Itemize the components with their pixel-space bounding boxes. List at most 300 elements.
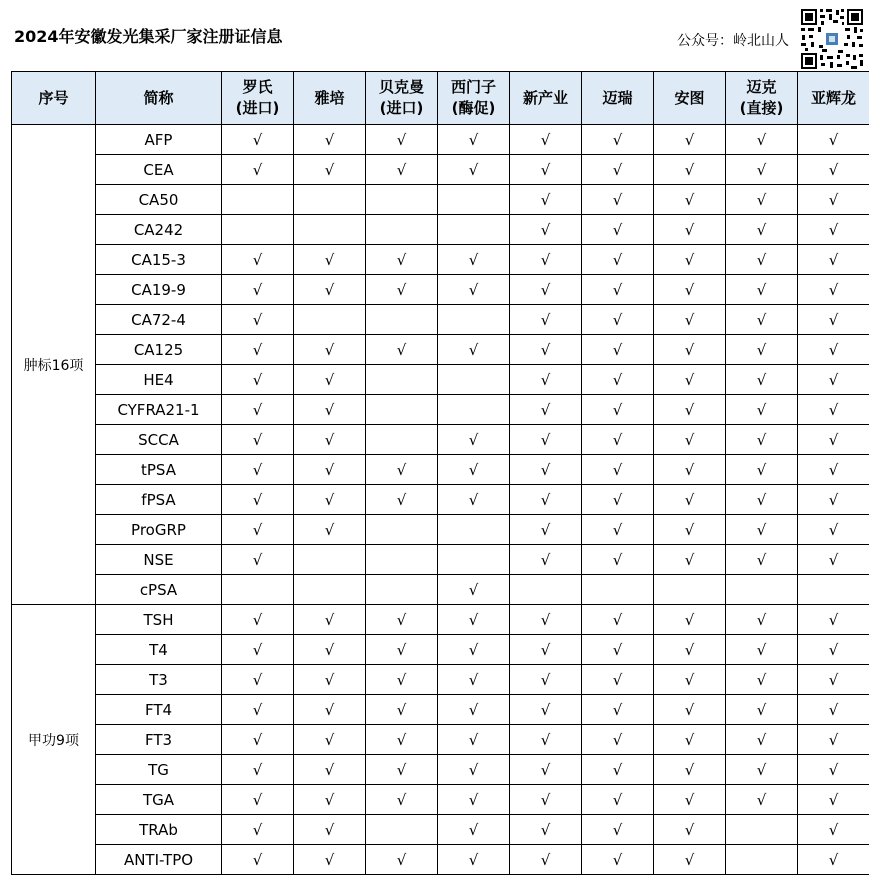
check-mark-cell: √ (654, 395, 726, 425)
table-row (12, 395, 869, 425)
check-mark-cell: √ (294, 275, 366, 305)
item-abbr: tPSA (96, 455, 222, 485)
table-row (12, 155, 869, 185)
vendor-name-line: (直接) (739, 99, 784, 117)
vendor-name-line: 西门子 (450, 78, 496, 96)
table-row (12, 575, 869, 605)
check-mark-cell: √ (222, 125, 294, 155)
check-mark-cell: √ (366, 245, 438, 275)
check-mark-cell: √ (582, 665, 654, 695)
table-row (12, 335, 869, 365)
empty-cell (726, 845, 798, 875)
check-mark-cell: √ (294, 845, 366, 875)
check-mark-cell: √ (510, 275, 582, 305)
check-mark-cell: √ (654, 365, 726, 395)
check-mark-cell: √ (510, 365, 582, 395)
empty-cell (438, 305, 510, 335)
check-mark-cell: √ (294, 665, 366, 695)
item-abbr: CA19-9 (96, 275, 222, 305)
empty-cell (294, 575, 366, 605)
check-mark-cell: √ (582, 215, 654, 245)
table-row (12, 455, 869, 485)
check-mark-cell: √ (438, 635, 510, 665)
check-mark-cell: √ (726, 755, 798, 785)
check-mark-cell: √ (438, 815, 510, 845)
check-mark-cell: √ (654, 695, 726, 725)
check-mark-cell: √ (654, 815, 726, 845)
column-header-index: 序号 (12, 72, 96, 125)
check-mark-cell: √ (510, 425, 582, 455)
check-mark-cell: √ (726, 305, 798, 335)
check-mark-cell: √ (798, 365, 869, 395)
check-mark-cell: √ (294, 155, 366, 185)
group-label: 肿标16项 (12, 125, 96, 605)
check-mark-cell: √ (294, 485, 366, 515)
check-mark-cell: √ (222, 665, 294, 695)
check-mark-cell: √ (726, 425, 798, 455)
vendor-name-line: (酶促) (451, 99, 496, 117)
check-mark-cell: √ (726, 155, 798, 185)
empty-cell (438, 515, 510, 545)
check-mark-cell: √ (438, 455, 510, 485)
check-mark-cell: √ (798, 785, 869, 815)
check-mark-cell: √ (222, 635, 294, 665)
check-mark-cell: √ (582, 125, 654, 155)
item-abbr: cPSA (96, 575, 222, 605)
check-mark-cell: √ (438, 695, 510, 725)
check-mark-cell: √ (294, 725, 366, 755)
check-mark-cell: √ (222, 695, 294, 725)
check-mark-cell: √ (366, 665, 438, 695)
vendor-name-line: 新产业 (522, 88, 568, 107)
empty-cell (726, 575, 798, 605)
check-mark-cell: √ (510, 815, 582, 845)
check-mark-cell: √ (582, 605, 654, 635)
check-mark-cell: √ (654, 485, 726, 515)
check-mark-cell: √ (726, 545, 798, 575)
check-mark-cell: √ (222, 725, 294, 755)
check-mark-cell: √ (366, 155, 438, 185)
check-mark-cell: √ (294, 365, 366, 395)
check-mark-cell: √ (438, 155, 510, 185)
table-row (12, 725, 869, 755)
check-mark-cell: √ (654, 185, 726, 215)
check-mark-cell: √ (582, 275, 654, 305)
item-abbr: CEA (96, 155, 222, 185)
check-mark-cell: √ (222, 155, 294, 185)
check-mark-cell: √ (654, 125, 726, 155)
check-mark-cell: √ (582, 785, 654, 815)
empty-cell (438, 395, 510, 425)
check-mark-cell: √ (510, 395, 582, 425)
check-mark-cell: √ (582, 395, 654, 425)
check-mark-cell: √ (510, 185, 582, 215)
check-mark-cell: √ (294, 515, 366, 545)
check-mark-cell: √ (294, 245, 366, 275)
check-mark-cell: √ (798, 605, 869, 635)
check-mark-cell: √ (798, 425, 869, 455)
item-abbr: T4 (96, 635, 222, 665)
check-mark-cell: √ (654, 545, 726, 575)
check-mark-cell: √ (222, 425, 294, 455)
check-mark-cell: √ (726, 335, 798, 365)
empty-cell (366, 365, 438, 395)
check-mark-cell: √ (222, 755, 294, 785)
check-mark-cell: √ (798, 545, 869, 575)
column-header-abbr: 简称 (96, 72, 222, 125)
column-header-vendor (726, 72, 798, 125)
check-mark-cell: √ (726, 215, 798, 245)
empty-cell (294, 185, 366, 215)
check-mark-cell: √ (798, 305, 869, 335)
empty-cell (654, 575, 726, 605)
table-row (12, 665, 869, 695)
vendor-name-line: 罗氏 (242, 78, 273, 96)
check-mark-cell: √ (798, 335, 869, 365)
check-mark-cell: √ (726, 635, 798, 665)
check-mark-cell: √ (798, 755, 869, 785)
check-mark-cell: √ (726, 725, 798, 755)
table-row (12, 425, 869, 455)
table-row (12, 485, 869, 515)
check-mark-cell: √ (582, 815, 654, 845)
group-label: 甲功9项 (12, 605, 96, 875)
empty-cell (366, 305, 438, 335)
item-abbr: CA125 (96, 335, 222, 365)
empty-cell (438, 365, 510, 395)
check-mark-cell: √ (222, 305, 294, 335)
item-abbr: T3 (96, 665, 222, 695)
check-mark-cell: √ (510, 155, 582, 185)
qr-code-icon (800, 8, 864, 70)
item-abbr: fPSA (96, 485, 222, 515)
check-mark-cell: √ (654, 785, 726, 815)
column-header-vendor (654, 72, 726, 125)
check-mark-cell: √ (222, 605, 294, 635)
column-header-vendor (798, 72, 869, 125)
table-body (12, 125, 869, 875)
check-mark-cell: √ (654, 755, 726, 785)
check-mark-cell: √ (654, 305, 726, 335)
column-header-vendor (294, 72, 366, 125)
check-mark-cell: √ (366, 755, 438, 785)
check-mark-cell: √ (294, 125, 366, 155)
check-mark-cell: √ (510, 125, 582, 155)
check-mark-cell: √ (366, 605, 438, 635)
check-mark-cell: √ (798, 245, 869, 275)
check-mark-cell: √ (726, 125, 798, 155)
check-mark-cell: √ (366, 125, 438, 155)
empty-cell (438, 215, 510, 245)
vendor-name-line: 迈克 (746, 78, 777, 96)
table-row (12, 245, 869, 275)
check-mark-cell: √ (654, 725, 726, 755)
check-mark-cell: √ (438, 275, 510, 305)
check-mark-cell: √ (798, 635, 869, 665)
check-mark-cell: √ (510, 215, 582, 245)
check-mark-cell: √ (222, 515, 294, 545)
check-mark-cell: √ (654, 245, 726, 275)
empty-cell (798, 575, 869, 605)
check-mark-cell: √ (726, 275, 798, 305)
check-mark-cell: √ (510, 785, 582, 815)
empty-cell (294, 305, 366, 335)
check-mark-cell: √ (654, 335, 726, 365)
check-mark-cell: √ (798, 485, 869, 515)
item-abbr: SCCA (96, 425, 222, 455)
check-mark-cell: √ (798, 275, 869, 305)
check-mark-cell: √ (294, 785, 366, 815)
check-mark-cell: √ (294, 695, 366, 725)
item-abbr: CA72-4 (96, 305, 222, 335)
check-mark-cell: √ (726, 695, 798, 725)
check-mark-cell: √ (366, 335, 438, 365)
item-abbr: TGA (96, 785, 222, 815)
item-abbr: TSH (96, 605, 222, 635)
table-row (12, 305, 869, 335)
check-mark-cell: √ (798, 515, 869, 545)
empty-cell (438, 185, 510, 215)
check-mark-cell: √ (510, 845, 582, 875)
check-mark-cell: √ (222, 335, 294, 365)
check-mark-cell: √ (726, 515, 798, 545)
page-title: 2024年安徽发光集采厂家注册证信息 (14, 27, 283, 46)
empty-cell (366, 545, 438, 575)
check-mark-cell: √ (510, 605, 582, 635)
vendor-name-line: 亚辉龙 (810, 88, 856, 107)
check-mark-cell: √ (582, 305, 654, 335)
check-mark-cell: √ (438, 605, 510, 635)
check-mark-cell: √ (798, 695, 869, 725)
table-row (12, 275, 869, 305)
account-label: 公众号：岭北山人 (677, 33, 789, 49)
table-row (12, 125, 869, 155)
check-mark-cell: √ (798, 665, 869, 695)
item-abbr: NSE (96, 545, 222, 575)
check-mark-cell: √ (294, 755, 366, 785)
vendor-name-line: 雅培 (314, 88, 345, 107)
check-mark-cell: √ (798, 455, 869, 485)
check-mark-cell: √ (222, 845, 294, 875)
table-row (12, 755, 869, 785)
empty-cell (366, 215, 438, 245)
column-header-vendor (366, 72, 438, 125)
check-mark-cell: √ (222, 815, 294, 845)
check-mark-cell: √ (510, 245, 582, 275)
check-mark-cell: √ (294, 605, 366, 635)
check-mark-cell: √ (438, 845, 510, 875)
check-mark-cell: √ (654, 635, 726, 665)
empty-cell (294, 545, 366, 575)
item-abbr: TRAb (96, 815, 222, 845)
empty-cell (510, 575, 582, 605)
check-mark-cell: √ (654, 215, 726, 245)
check-mark-cell: √ (582, 635, 654, 665)
check-mark-cell: √ (726, 455, 798, 485)
check-mark-cell: √ (726, 785, 798, 815)
empty-cell (366, 575, 438, 605)
item-abbr: ANTI-TPO (96, 845, 222, 875)
check-mark-cell: √ (582, 755, 654, 785)
check-mark-cell: √ (582, 245, 654, 275)
check-mark-cell: √ (294, 395, 366, 425)
check-mark-cell: √ (366, 695, 438, 725)
check-mark-cell: √ (222, 545, 294, 575)
check-mark-cell: √ (726, 185, 798, 215)
item-abbr: CYFRA21-1 (96, 395, 222, 425)
check-mark-cell: √ (222, 395, 294, 425)
vendor-name-line: 安图 (674, 88, 705, 107)
empty-cell (222, 185, 294, 215)
check-mark-cell: √ (366, 455, 438, 485)
check-mark-cell: √ (582, 425, 654, 455)
check-mark-cell: √ (294, 335, 366, 365)
check-mark-cell: √ (654, 155, 726, 185)
table-row (12, 365, 869, 395)
check-mark-cell: √ (510, 305, 582, 335)
registration-table (11, 71, 869, 875)
check-mark-cell: √ (438, 755, 510, 785)
check-mark-cell: √ (438, 335, 510, 365)
check-mark-cell: √ (510, 455, 582, 485)
check-mark-cell: √ (222, 785, 294, 815)
check-mark-cell: √ (438, 425, 510, 455)
check-mark-cell: √ (294, 635, 366, 665)
column-header-vendor (438, 72, 510, 125)
table-row (12, 815, 869, 845)
check-mark-cell: √ (582, 515, 654, 545)
empty-cell (222, 215, 294, 245)
item-abbr: HE4 (96, 365, 222, 395)
check-mark-cell: √ (510, 755, 582, 785)
item-abbr: CA15-3 (96, 245, 222, 275)
table-row (12, 215, 869, 245)
table-row (12, 545, 869, 575)
empty-cell (366, 395, 438, 425)
check-mark-cell: √ (294, 425, 366, 455)
check-mark-cell: √ (798, 815, 869, 845)
check-mark-cell: √ (438, 125, 510, 155)
column-header-vendor (510, 72, 582, 125)
check-mark-cell: √ (582, 455, 654, 485)
check-mark-cell: √ (366, 485, 438, 515)
vendor-name-line: (进口) (235, 99, 280, 117)
check-mark-cell: √ (726, 365, 798, 395)
empty-cell (366, 425, 438, 455)
check-mark-cell: √ (366, 635, 438, 665)
check-mark-cell: √ (294, 455, 366, 485)
check-mark-cell: √ (366, 785, 438, 815)
check-mark-cell: √ (582, 335, 654, 365)
check-mark-cell: √ (366, 275, 438, 305)
empty-cell (726, 815, 798, 845)
check-mark-cell: √ (726, 485, 798, 515)
check-mark-cell: √ (582, 185, 654, 215)
check-mark-cell: √ (654, 605, 726, 635)
table-row (12, 845, 869, 875)
table-row (12, 785, 869, 815)
item-abbr: FT4 (96, 695, 222, 725)
check-mark-cell: √ (726, 245, 798, 275)
check-mark-cell: √ (510, 695, 582, 725)
check-mark-cell: √ (294, 815, 366, 845)
empty-cell (222, 575, 294, 605)
item-abbr: CA242 (96, 215, 222, 245)
check-mark-cell: √ (222, 365, 294, 395)
check-mark-cell: √ (798, 215, 869, 245)
check-mark-cell: √ (726, 605, 798, 635)
empty-cell (366, 815, 438, 845)
empty-cell (438, 545, 510, 575)
empty-cell (294, 215, 366, 245)
item-abbr: ProGRP (96, 515, 222, 545)
check-mark-cell: √ (222, 275, 294, 305)
empty-cell (366, 515, 438, 545)
check-mark-cell: √ (654, 275, 726, 305)
empty-cell (582, 575, 654, 605)
item-abbr: TG (96, 755, 222, 785)
check-mark-cell: √ (510, 635, 582, 665)
table-row (12, 605, 869, 635)
check-mark-cell: √ (798, 845, 869, 875)
check-mark-cell: √ (654, 455, 726, 485)
empty-cell (366, 185, 438, 215)
check-mark-cell: √ (438, 575, 510, 605)
item-abbr: CA50 (96, 185, 222, 215)
check-mark-cell: √ (438, 485, 510, 515)
check-mark-cell: √ (366, 845, 438, 875)
table-row (12, 185, 869, 215)
check-mark-cell: √ (438, 665, 510, 695)
check-mark-cell: √ (510, 335, 582, 365)
item-abbr: AFP (96, 125, 222, 155)
check-mark-cell: √ (582, 725, 654, 755)
check-mark-cell: √ (438, 725, 510, 755)
check-mark-cell: √ (798, 725, 869, 755)
vendor-name-line: 贝克曼 (378, 78, 424, 96)
check-mark-cell: √ (798, 395, 869, 425)
check-mark-cell: √ (510, 665, 582, 695)
check-mark-cell: √ (510, 545, 582, 575)
check-mark-cell: √ (726, 395, 798, 425)
table-row (12, 515, 869, 545)
check-mark-cell: √ (654, 845, 726, 875)
vendor-name-line: 迈瑞 (602, 88, 633, 107)
check-mark-cell: √ (222, 485, 294, 515)
check-mark-cell: √ (438, 245, 510, 275)
check-mark-cell: √ (222, 455, 294, 485)
check-mark-cell: √ (654, 515, 726, 545)
check-mark-cell: √ (510, 485, 582, 515)
check-mark-cell: √ (582, 845, 654, 875)
check-mark-cell: √ (798, 125, 869, 155)
vendor-name-line: (进口) (379, 99, 424, 117)
item-abbr: FT3 (96, 725, 222, 755)
table-row (12, 635, 869, 665)
check-mark-cell: √ (654, 665, 726, 695)
column-header-vendor (582, 72, 654, 125)
check-mark-cell: √ (510, 725, 582, 755)
table-row (12, 695, 869, 725)
check-mark-cell: √ (798, 185, 869, 215)
check-mark-cell: √ (654, 425, 726, 455)
check-mark-cell: √ (582, 365, 654, 395)
check-mark-cell: √ (582, 695, 654, 725)
table-header-row (12, 72, 869, 125)
check-mark-cell: √ (366, 725, 438, 755)
check-mark-cell: √ (726, 665, 798, 695)
check-mark-cell: √ (582, 485, 654, 515)
